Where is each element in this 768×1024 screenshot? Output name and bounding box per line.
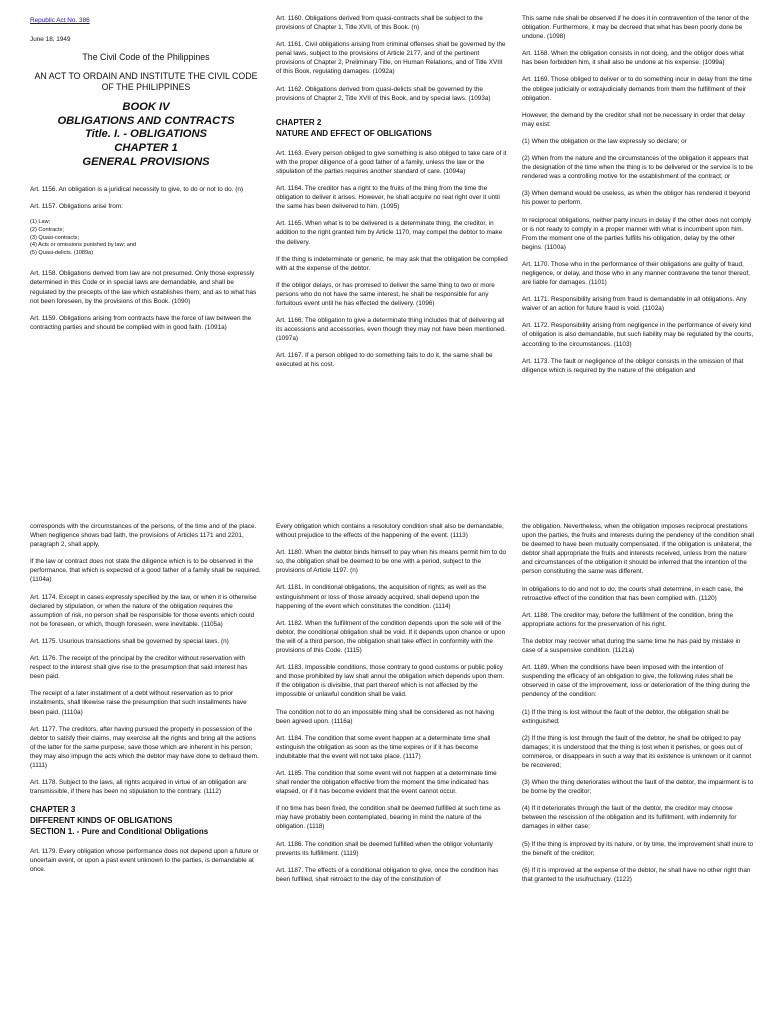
article-paragraph: Art. 1158. Obligations derived from law are not presumed. Only those expressly determined in this Code or in special laws are demandable, and shall be regulated by the precepts of the law which establishes them; and as to what has not been foreseen, by the provisions of this Book. (1090) (30, 270, 257, 305)
sources-list (30, 219, 262, 257)
article-paragraph: Art. 1168. When the obligation consists in not doing, and the obligor does what has been forbidden him, it shall also be undone at his expense. (1099a) (522, 50, 744, 67)
chapter-heading-line: CHAPTER 2 (276, 117, 322, 127)
article-paragraph: Art. 1164. The creditor has a right to the fruits of the thing from the time the obligation to deliver it arises. However, he shall acquire no real right over it until the same has been delivered to him. (1095) (276, 185, 500, 211)
article-paragraph: Art. 1169. Those obliged to deliver or to do something incur in delay from the time the obligee judicially or extrajudicially demands from them the fulfillment of their obligation. (522, 76, 752, 102)
list-item: (5) Quasi-delicts. (1089a) (30, 249, 94, 256)
article-paragraph: Art. 1177. The creditors, after having pursued the property in possession of the debtor to satisfy their claims, may exercise all the rights and bring all the actions of the latter for the same purpose, save those which are inherent in his person; they may also impugn the acts which the debtor may have done to defraud them. (1111) (30, 725, 259, 769)
article-paragraph: Art. 1184. The condition that some event happen at a determinate time shall extinguish the obligation as soon as the time expires or if it has become indubitable that the event will not take place. (1117) (276, 734, 491, 760)
article-paragraph: Art. 1167. If a person obliged to do something fails to do it, the same shall be executed at his cost. (276, 352, 493, 369)
chapter-heading-line: DIFFERENT KINDS OF OBLIGATIONS (30, 816, 173, 826)
page2-column-1 (30, 522, 262, 883)
document-page-1 (0, 14, 768, 506)
article-paragraph: This same rule shall be observed if he does it in contravention of the tenor of the obligation. Furthermore, it may be decreed that what has been poorly done be undone. (1098) (522, 15, 749, 41)
article-paragraph: Art. 1165. When what is to be delivered is a determinate thing, the creditor, in addition to the right granted him by Article 1170, may compel the debtor to make the delivery. (276, 220, 503, 246)
article-paragraph: (2) When from the nature and the circumstances of the obligation it appears that the designation of the time when the thing is to be delivered or the service is to be rendered was a controlling motive for the establishment of the contract; or (522, 155, 753, 181)
page2-column-2 (276, 522, 508, 892)
article-paragraph: If the thing is indeterminate or generic, he may ask that the obligation be complied with at the expense of the debtor. (276, 255, 508, 272)
list-item: (4) Acts or omissions punished by law; and (30, 242, 137, 249)
chapter-heading (276, 117, 508, 139)
article-paragraph: (5) If the thing is improved by its nature, or by time, the improvement shall inure to the benefit of the creditor; (522, 840, 754, 857)
article-paragraph: (3) When the thing deteriorates without the fault of the debtor, the impairment is to be borne by the creditor; (522, 779, 754, 796)
article-paragraph: In reciprocal obligations, neither party incurs in delay if the other does not comply or is not ready to comply in a proper manner with what is incumbent upon him. From the moment one of the parties fulfills his obligation, delay by the other begins. (1100a) (522, 216, 752, 251)
article-paragraph: In obligations to do and not to do, the courts shall determine, in each case, the retroactive effect of the condition that has been complied with. (1120) (522, 585, 744, 602)
article-paragraph: Art. 1156. An obligation is a juridical necessity to give, to do or not to do. (n) (30, 186, 244, 194)
article-paragraph: Art. 1183. Impossible conditions, those contrary to good customs or public policy and those prohibited by law shall annul the obligation which depends upon them. If the obligation is divisible, that part thereof which is not affected by the impossible or unlawful condition shall be valid. (276, 664, 505, 699)
article-paragraph: corresponds with the circumstances of the persons, of the time and of the place. When negligence shows bad faith, the provisions of Articles 1171 and 2201, paragraph 2, shall apply. (30, 523, 257, 549)
page1-column-1 (30, 14, 262, 340)
article-paragraph: Art. 1186. The condition shall be deemed fulfilled when the obligor voluntarily prevents its fulfillment. (1119) (276, 840, 493, 857)
book-heading-line: OBLIGATIONS AND CONTRACTS (57, 114, 235, 127)
list-item: (2) Contracts; (30, 226, 64, 233)
article-paragraph: Art. 1172. Responsibility arising from negligence in the performance of every kind of obligation is also demandable, but such liability may be regulated by the courts, according to the circumstances. (1103) (522, 322, 754, 348)
article-paragraph: Art. 1157. Obligations arise from: (30, 203, 123, 211)
article-paragraph: The receipt of a later installment of a debt without reservation as to prior installments, shall likewise raise the presumption that such installments have been paid. (1110a) (30, 690, 247, 716)
article-paragraph: Every obligation which contains a resolutory condition shall also be demandable, without prejudice to the effects of the happening of the event. (1113) (276, 523, 504, 540)
act-title: AN ACT TO ORDAIN AND INSTITUTE THE CIVIL CODE OF THE PHILIPPINES (34, 71, 258, 93)
article-paragraph: Art. 1176. The receipt of the principal by the creditor without reservation with respect to the interest shall give rise to the presumption that said interest has been paid. (30, 655, 248, 681)
article-paragraph: Art. 1159. Obligations arising from contracts have the force of law between the contracting parties and should be complied with in good faith. (1091a) (30, 314, 252, 331)
article-paragraph: Art. 1178. Subject to the laws, all rights acquired in virtue of an obligation are transmissible, if there has been no stipulation to the contrary. (1112) (30, 779, 247, 796)
book-heading-line: Title. I. - OBLIGATIONS (84, 128, 208, 141)
article-paragraph: Art. 1160. Obligations derived from quasi-contracts shall be subject to the provisions of Chapter 1, Title XVII, of this Book. (n) (276, 15, 483, 32)
chapter-heading-line: CHAPTER 3 (30, 805, 76, 815)
article-paragraph: Art. 1174. Except in cases expressly specified by the law, or when it is otherwise declared by stipulation, or when the nature of the obligation requires the assumption of risk, no person shall be responsible for those events which could not be foreseen, or which, though foreseen, were inevitable. (1105a) (30, 593, 257, 628)
page2-column-3 (522, 522, 754, 892)
article-paragraph: The debtor may recover what during the same time he has paid by mistake in case of a suspensive condition. (1121a) (522, 637, 741, 655)
article-paragraph: (4) If it deteriorates through the fault of the debtor, the creditor may choose between the rescission of the obligation and its fulfillment, with indemnity for damages in either case; (522, 805, 737, 831)
article-paragraph: Art. 1173. The fault or negligence of the obligor consists in the omission of that diligence which is required by the nature of the obligation and (522, 357, 744, 374)
article-paragraph: (3) When demand would be useless, as when the obligor has rendered it beyond his power to perform. (522, 190, 751, 207)
book-heading-line: GENERAL PROVISIONS (82, 155, 210, 168)
article-paragraph: Art. 1162. Obligations derived from quasi-delicts shall be governed by the provisions of Chapter 2, Title XVII of this Book, and by special laws. (1093a) (276, 85, 491, 102)
article-paragraph: If no time has been fixed, the condition shall be deemed fulfilled at such time as may have probably been contemplated, bearing in mind the nature of the obligation. (1118) (276, 805, 501, 831)
chapter-heading (30, 804, 262, 837)
book-heading-line: BOOK IV (122, 101, 170, 114)
article-paragraph: Art. 1180. When the debtor binds himself to pay when his means permit him to do so, the obligation shall be deemed to be one with a period, subject to the provisions of Article 1197. (n) (276, 549, 507, 575)
article-paragraph: Art. 1171. Responsibility arising from fraud is demandable in all obligations. Any waiver of an action for future fraud is void. (1102a) (522, 296, 747, 313)
code-title: The Civil Code of the Philippines (82, 52, 210, 63)
article-paragraph: Art. 1187. The effects of a conditional obligation to give, once the condition has been fulfilled, shall retroact to the day of the constitution of (276, 866, 499, 883)
document-page-2 (0, 520, 768, 1012)
list-item: (1) Law; (30, 219, 51, 226)
article-paragraph: the obligation. Nevertheless, when the obligation imposes reciprocal prestations upon the parties, the fruits and interests during the pendency of the condition shall be deemed to have been mutually compensated. If the obligation is unilateral, the debtor shall appropriate the fruits and interests received, unless from the nature and circumstances of the obligation it should be inferred that the intention of the person constituting the same was different. (522, 523, 754, 576)
article-paragraph: Art. 1170. Those who in the performance of their obligations are guilty of fraud, negligence, or delay, and those who in any manner contravene the tenor thereof, are liable for damages. (1101) (522, 260, 750, 287)
chapter-heading-line: NATURE AND EFFECT OF OBLIGATIONS (276, 128, 432, 138)
section-heading-line: SECTION 1. - Pure and Conditional Obligations (30, 827, 209, 837)
enactment-date: June 18, 1949 (30, 36, 71, 44)
article-paragraph: Art. 1166. The obligation to give a determinate thing includes that of delivering all its accessions and accessories, even though they may not have been mentioned. (1097a) (276, 317, 506, 343)
article-paragraph: (1) When the obligation or the law expressly so declare; or (522, 137, 687, 145)
article-paragraph: (2) If the thing is lost through the fault of the debtor, he shall be obliged to pay damages; it is understood that the thing is lost when it perishes, or goes out of commerce, or disappears in such a way that its existence is unknown or it cannot be recovered; (522, 734, 752, 769)
article-paragraph: Art. 1188. The creditor may, before the fulfillment of the condition, bring the appropriate actions for the preservation of his right. (522, 611, 734, 628)
article-paragraph: If the law or contract does not state the diligence which is to be observed in the performance, that which is expected of a good father of a family shall be required. (1104a) (30, 558, 261, 584)
page-separator (0, 498, 768, 520)
article-paragraph: The condition not to do an impossible thing shall be considered as not having been agreed upon. (1116a) (276, 708, 495, 725)
article-paragraph: However, the demand by the creditor shall not be necessary in order that delay may exist: (522, 111, 745, 128)
article-paragraph: Art. 1182. When the fulfillment of the condition depends upon the sole will of the debtor, the conditional obligation shall be void. If it depends upon chance or upon the will of a third person, the obligation shall take effect in conformity with the provisions of this Code. (1115) (276, 619, 506, 655)
article-paragraph: Art. 1179. Every obligation whose performance does not depend upon a future or uncertain event, or upon a past event unknown to the parties, is demandable at once. (30, 848, 259, 874)
article-paragraph: Art. 1163. Every person obliged to give something is also obliged to take care of it with the proper diligence of a good father of a family, unless the law or the stipulation of the parties requires another standard of care. (1094a) (276, 149, 507, 175)
page1-column-2 (276, 14, 508, 378)
article-paragraph: Art. 1185. The condition that some event will not happen at a determinate time shall render the obligation effective from the moment the time indicated has elapsed, or if it has become evident that the event cannot occur. (276, 769, 497, 796)
article-paragraph: (6) If it is improved at the expense of the debtor, he shall have no other right than that granted to the usufructuary. (1122) (522, 866, 751, 883)
republic-act-link[interactable]: Republic Act No. 386 (30, 17, 90, 24)
article-paragraph: Art. 1189. When the conditions have been imposed with the intention of suspending the efficacy of an obligation to give, the following rules shall be observed in case of the improvement, loss or deterioration of the thing during the pendency of the condition: (522, 664, 751, 699)
page1-column-3 (522, 14, 754, 383)
article-paragraph: (1) If the thing is lost without the fault of the debtor, the obligation shall be extinguished; (522, 708, 729, 725)
book-heading-line: CHAPTER 1 (114, 141, 178, 154)
article-paragraph: Art. 1175. Usurious transactions shall be governed by special laws. (n) (30, 637, 229, 645)
book-heading (30, 101, 262, 169)
article-paragraph: If the obligor delays, or has promised to deliver the same thing to two or more persons who do not have the same interest, he shall be responsible for any fortuitous event until he has effected the delivery. (1096) (276, 281, 495, 307)
article-paragraph: Art. 1161. Civil obligations arising from criminal offenses shall be governed by the penal laws, subject to the provisions of Article 2177, and of the pertinent provisions of Chapter 2, Preliminary Title, on Human Relations, and of Title XVIII of this Book, regulating damages. (1092a) (276, 41, 506, 76)
list-item: (3) Quasi-contracts; (30, 234, 80, 241)
article-paragraph: Art. 1181. In conditional obligations, the acquisition of rights, as well as the extinguishment or loss of those already acquired, shall depend upon the happening of the event which constitutes the condition. (1114) (276, 584, 487, 610)
